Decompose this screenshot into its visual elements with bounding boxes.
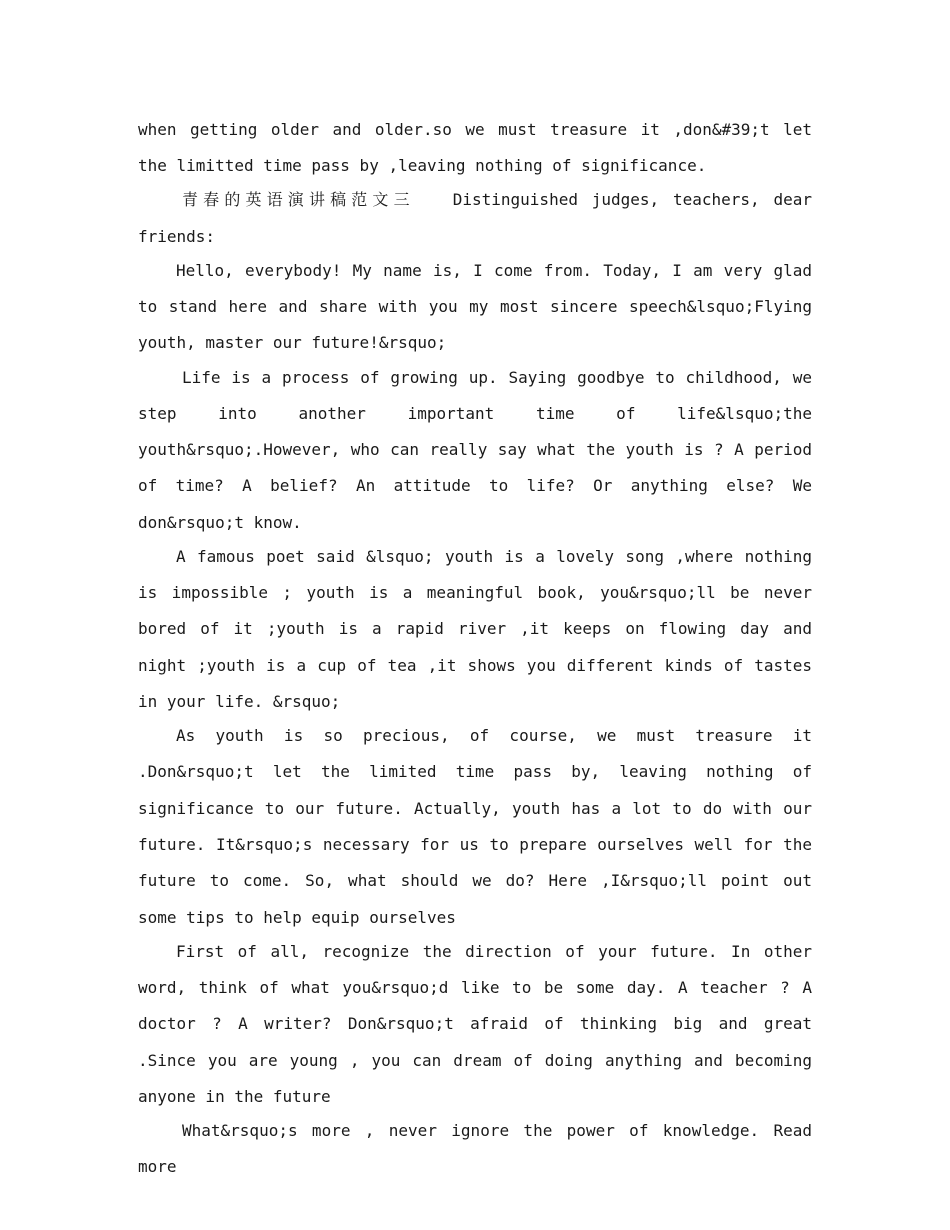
paragraph-greeting: Hello, everybody! My name is, I come from. Today, I am very glad to stand here and share with you my most sincere speech&lsquo;Flying youth, master our future!&rsquo; xyxy=(138,260,812,353)
document-body xyxy=(138,112,812,1183)
paragraph-whats-more: What&rsquo;s more , never ignore the power of knowledge. Read more xyxy=(138,1121,812,1177)
paragraph-famous-poet: A famous poet said &lsquo; youth is a lovely song ,where nothing is impossible ; youth is a meaningful book, you&rsquo;ll be never bored of it ;youth is a rapid river ,it keeps on flowing day and night ;youth is a cup of tea ,it shows you different kinds of tastes in your life. &rsquo; xyxy=(138,546,812,711)
section-heading-chinese: 青春的英语演讲稿范文三 xyxy=(182,190,415,210)
paragraph-first-of-all: First of all, recognize the direction of your future. In other word, think of what you&rsquo;d like to be some day. A teacher ? A doctor ? A writer? Don&rsquo;t afraid of thinking big and great .Since you are young , you can dream of doing anything and becoming anyone in the future xyxy=(138,941,812,1106)
paragraph-section-heading xyxy=(138,182,812,255)
paragraph-life-process: Life is a process of growing up. Saying goodbye to childhood, we step into another important time of life&lsquo;the youth&rsquo;.However, who can really say what the youth is ? A period of time? A belief? An attitude to life? Or anything else? We don&rsquo;t know. xyxy=(138,367,812,532)
salutation-text: Distinguished judges, teachers, dear friends: xyxy=(138,190,812,246)
paragraph-youth-precious: As youth is so precious, of course, we must treasure it .Don&rsquo;t let the limited time pass by, leaving nothing of significance to our future. Actually, youth has a lot to do with our future. It&rsquo;s necessary for us to prepare ourselves well for the future to come. So, what should we do? Here ,I&rsquo;ll point out some tips to help equip ourselves xyxy=(138,726,812,927)
paragraph-continuation: when getting older and older.so we must treasure it ,don&#39;t let the limitted time pass by ,leaving nothing of significance. xyxy=(138,120,812,176)
